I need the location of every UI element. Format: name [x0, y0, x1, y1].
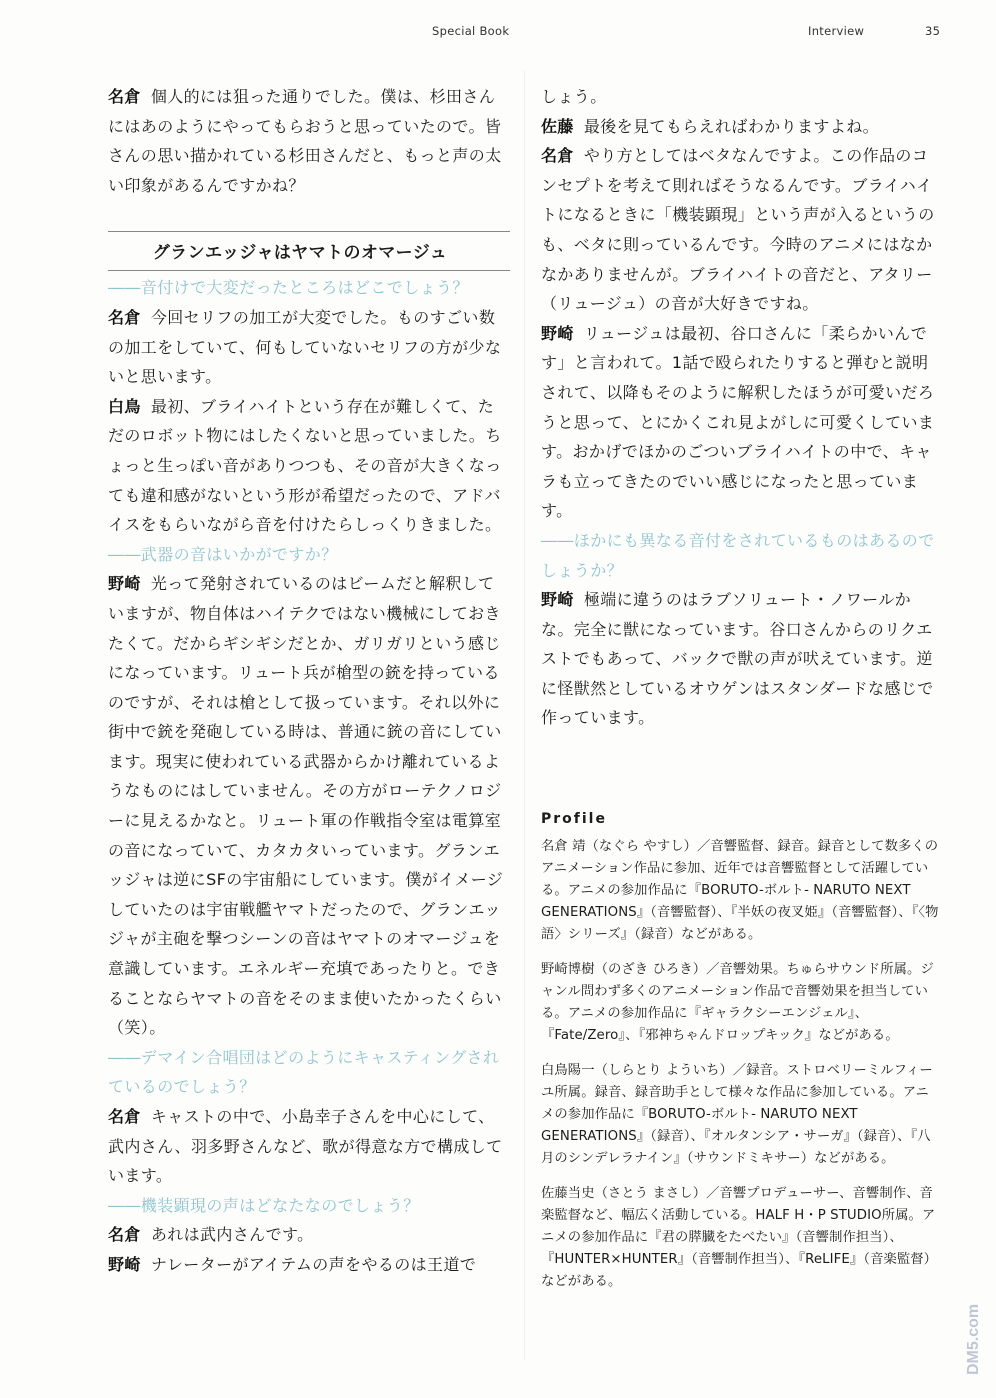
- profile-entry: 佐藤当史（さとう まさし）／音響プロデューサー、音響制作、音楽監督など、幅広く活動している。HALF H・P STUDIO所属。アニメの参加作品に『君の膵臓をたべたい』（音響制作担当）、『HUNTER×HUNTER』（音響制作担当）、『ReLIFE』（音楽監督）などがある。: [541, 1186, 938, 1289]
- speaker-name: 名倉: [108, 1225, 141, 1245]
- answer-text: 今回セリフの加工が大変でした。ものすごい数の加工をしていて、何もしていないセリフの方が少ないと思います。: [108, 307, 502, 387]
- continued-text: しょう。: [541, 87, 607, 106]
- answer-text: 個人的には狙った通りでした。僕は、杉田さんにはあのようにやってもらおうと思っていたので。皆さんの思い描かれている杉田さんだと、もっと声の太い印象があるんですかね？: [108, 87, 502, 195]
- question: ――ほかにも異なる音付をされているものはあるのでしょうか？: [541, 530, 935, 580]
- speaker-name: 名倉: [108, 307, 141, 327]
- header-center-label: Interview: [808, 24, 865, 38]
- answer-text: 最後を見てもらえればわかりますよね。: [583, 116, 880, 136]
- question: ――デマイン合唱団はどのようにキャスティングされているのでしょう？: [108, 1047, 500, 1097]
- page-number: 35: [925, 24, 941, 38]
- profile-heading: Profile: [541, 811, 607, 827]
- profile-entry: 名倉 靖（なぐら やすし）／音響監督、録音。録音として数多くのアニメーション作品に参加、近年では音響監督として活躍している。アニメの参加作品に『BORUTO-ボルト- NARUTO NEXT GENERATIONS』（音響監督）、『半妖の夜叉姫』（音響監督）、『〈物語〉シリーズ』（録音）などがある。: [541, 839, 939, 942]
- answer-text: 最初、ブライハイトという存在が難しくて、ただのロボット物にはしたくないと思っていました。ちょっと生っぽい音がありつつも、その音が大きくなっても違和感がないという形が希望だったので、アドバイスをもらいながら音を付けたらしっくりきました。: [108, 396, 502, 535]
- answer-paragraph: [108, 392, 510, 540]
- answer-text: 極端に違うのはラブソリュート・ノワールかな。完全に獣になっています。谷口さんからのリクエストでもあって、バックで獣の声が吠えています。逆に怪獣然としているオウゲンはスタンダードな感じで作っています。: [541, 590, 934, 728]
- question: ――機装顕現の声はどなたなのでしょう？: [108, 1195, 420, 1215]
- answer-paragraph: [108, 82, 510, 200]
- answer-paragraph: [108, 303, 510, 392]
- watermark-text: DM5.com: [965, 1303, 982, 1375]
- answer-paragraph: [108, 1102, 510, 1191]
- answer-paragraph: [541, 319, 941, 526]
- answer-paragraph: [108, 1220, 510, 1250]
- profile-entry: 白鳥陽一（しらとり よういち）／録音。ストロベリーミルフィーユ所属。録音、録音助手として様々な作品に参加している。アニメの参加作品に『BORUTO-ボルト- NARUTO NEXT GENERATIONS』（録音）、『オルタンシア・サーガ』（録音）、『八月のシンデレラナイン』（サウンドミキサー）などがある。: [541, 1063, 933, 1166]
- speaker-name: 名倉: [541, 146, 574, 166]
- speaker-name: 佐藤: [541, 116, 574, 136]
- speaker-name: 野崎: [108, 1254, 141, 1274]
- right-column: [541, 82, 941, 733]
- answer-text: リュージュは最初、谷口さんに「柔らかいんです」と言われて。1話で殴られたりすると弾むと説明されて、以降もそのように解釈したほうが可愛いだろうと思って、とにかくこれ見よがしに可愛くしています。おかげでほかのごついブライハイトの中で、キャラも立ってきたのでいい感じになったと思っています。: [541, 323, 935, 521]
- question: ――武器の音はいかがですか？: [108, 544, 338, 564]
- column-gutter: [524, 70, 525, 1360]
- section-rule-bottom: [108, 270, 510, 271]
- answer-text: ナレーターがアイテムの声をやるのは王道で: [150, 1254, 477, 1274]
- answer-paragraph: [108, 569, 510, 1043]
- profile-entry: 野崎博樹（のざき ひろき）／音響効果。ちゅらサウンド所属。ジャンル問わず多くのアニメーション作品で音響効果を担当している。アニメの参加作品に『ギャラクシーエンジェル』、『Fate/Zero』、『邪神ちゃんドロップキック』などがある。: [541, 962, 934, 1043]
- speaker-name: 野崎: [541, 323, 574, 343]
- answer-paragraph: [541, 585, 941, 733]
- answer-paragraph: [541, 141, 941, 319]
- answer-paragraph: [541, 112, 941, 142]
- profile-section: [541, 808, 941, 1306]
- section-rule-top: [108, 231, 510, 232]
- answer-text: キャストの中で、小島幸子さんを中心にして、武内さん、羽多野さんなど、歌が得意な方で構成しています。: [108, 1107, 503, 1186]
- speaker-name: 野崎: [108, 574, 141, 594]
- speaker-name: 野崎: [541, 590, 574, 610]
- answer-text: 光って発射されているのはビームだと解釈していますが、物自体はハイテクではない機械にしておきたくて。だからギシギシだとか、ガリガリという感じになっています。リュート兵が槍型の銃を持っているのですが、それは槍として扱っています。それ以外に街中で銃を発砲している時は、普通に銃の音にしています。現実に使われている武器からかけ離れているようなものにはしていません。その方がローテクノロジーに見えるかなと。リュート軍の作戦指令室は電算室の音になっていて、カタカタいっています。グランエッジャは逆にSFの宇宙船にしています。僕がイメージしていたのは宇宙戦艦ヤマトだったので、グランエッジャが主砲を撃つシーンの音はヤマトのオマージュを意識しています。エネルギー充填であったりと。できることならヤマトの音をそのまま使いたかったくらい（笑）。: [108, 574, 504, 1038]
- answer-text: あれは武内さんです。: [150, 1225, 314, 1245]
- header-left-label: Special Book: [432, 24, 510, 38]
- section-title: グランエッジャはヤマトのオマージュ: [152, 243, 448, 264]
- speaker-name: 白鳥: [108, 396, 141, 416]
- watermark-logo: [962, 1287, 984, 1377]
- answer-paragraph: [108, 1250, 510, 1280]
- answer-text: やり方としてはベタなんですよ。この作品のコンセプトを考えて則ればそうなるんです。ブライハイトになるときに「機装顕現」という声が入るというのも、ベタに則っているんです。今時のアニメにはなかなかありませんが。ブライハイトの音だと、アタリー（リュージュ）の音が大好きですね。: [541, 146, 935, 314]
- left-column: [108, 82, 510, 1280]
- speaker-name: 名倉: [108, 1107, 141, 1126]
- question: ――音付けで大変だったところはどこでしょう？: [108, 278, 469, 298]
- speaker-name: 名倉: [108, 87, 141, 106]
